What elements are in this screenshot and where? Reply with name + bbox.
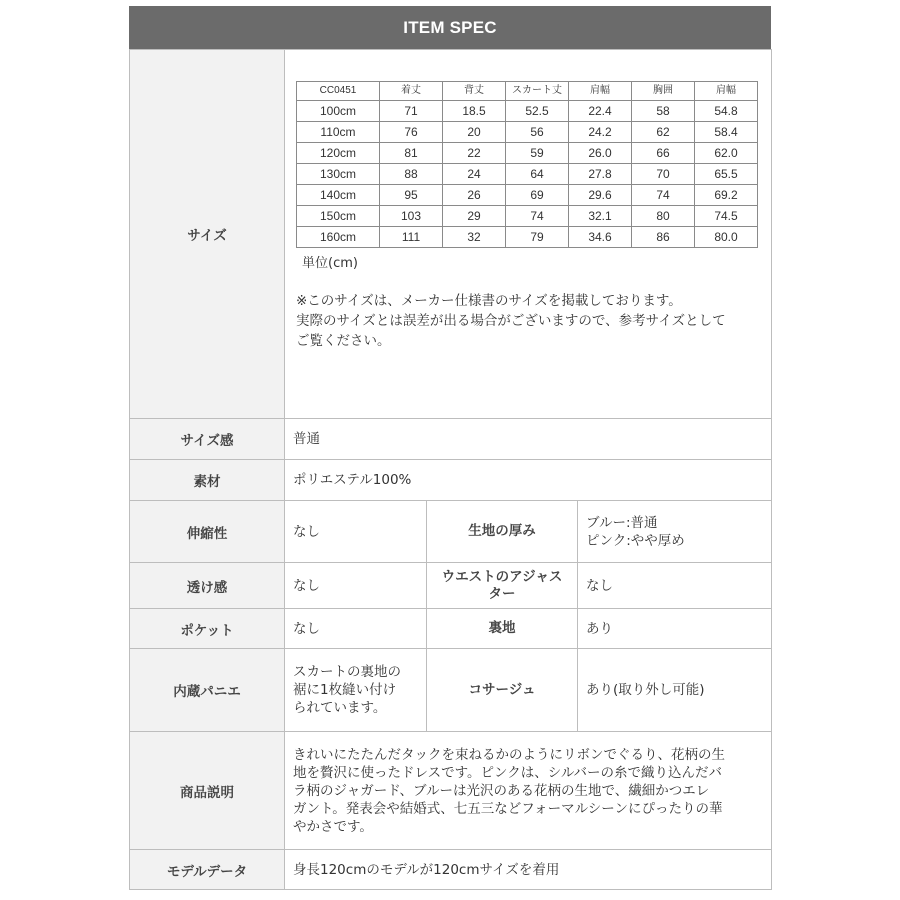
stretch-value: なし: [285, 501, 427, 563]
stretch-label: 伸縮性: [130, 501, 285, 563]
size-chart-cell: 86: [632, 227, 695, 248]
size-unit: 単位(cm): [302, 256, 358, 271]
item-spec-title: ITEM SPEC: [129, 6, 771, 49]
size-chart-cell: 24: [443, 164, 506, 185]
size-chart-cell: 160cm: [297, 227, 380, 248]
description-line: 地を贅沢に使ったドレスです。ピンクは、シルバーの糸で織り込んだバ: [293, 764, 722, 781]
size-chart-cell: 18.5: [443, 101, 506, 122]
size-chart-cell: 120cm: [297, 143, 380, 164]
stretch-row: [130, 501, 772, 563]
size-chart-cell: 62: [632, 122, 695, 143]
size-chart-header: 着丈: [380, 82, 443, 101]
pannier-label: 内蔵パニエ: [130, 649, 285, 732]
size-chart-cell: 95: [380, 185, 443, 206]
size-chart-header: 胸囲: [632, 82, 695, 101]
size-chart-cell: 56: [506, 122, 569, 143]
thickness-value: [578, 501, 772, 563]
size-chart-cell: 59: [506, 143, 569, 164]
size-chart-header: CC0451: [297, 82, 380, 101]
size-chart-cell: 22: [443, 143, 506, 164]
description-row: [130, 732, 772, 850]
corsage-label: コサージュ: [427, 649, 578, 732]
size-chart-cell: 150cm: [297, 206, 380, 227]
sheer-value: なし: [285, 563, 427, 609]
size-content: [285, 50, 772, 419]
fit-row: [130, 419, 772, 460]
size-chart-cell: 24.2: [569, 122, 632, 143]
size-chart-cell: 27.8: [569, 164, 632, 185]
size-chart-cell: 52.5: [506, 101, 569, 122]
size-chart-row: [297, 143, 758, 164]
size-chart-cell: 69.2: [695, 185, 758, 206]
size-chart-cell: 22.4: [569, 101, 632, 122]
model-row: [130, 850, 772, 890]
size-chart-cell: 130cm: [297, 164, 380, 185]
item-spec-panel: [129, 6, 771, 890]
lining-label: 裏地: [427, 609, 578, 649]
size-chart-row: [297, 101, 758, 122]
size-chart-cell: 74: [506, 206, 569, 227]
pannier-row: [130, 649, 772, 732]
size-note-line: 実際のサイズとは誤差が出る場合がございますので、参考サイズとして: [296, 313, 726, 329]
size-chart-cell: 88: [380, 164, 443, 185]
model-label: モデルデータ: [130, 850, 285, 890]
size-chart-header: スカート丈: [506, 82, 569, 101]
description-line: きれいにたたんだタックを束ねるかのようにリボンでぐるり、花柄の生: [293, 746, 725, 763]
size-chart-cell: 100cm: [297, 101, 380, 122]
description-value: [285, 732, 772, 850]
size-chart-cell: 70: [632, 164, 695, 185]
size-chart-table: [296, 81, 758, 248]
size-chart-row: [297, 164, 758, 185]
size-chart-cell: 80: [632, 206, 695, 227]
size-chart-cell: 54.8: [695, 101, 758, 122]
size-chart-cell: 71: [380, 101, 443, 122]
material-value: ポリエステル100%: [285, 460, 772, 501]
size-note-line: ご覧ください。: [296, 333, 391, 349]
size-chart-cell: 66: [632, 143, 695, 164]
size-chart-cell: 29.6: [569, 185, 632, 206]
material-label: 素材: [130, 460, 285, 501]
thickness-value-line: ピンク:やや厚め: [586, 532, 685, 549]
size-chart-cell: 74.5: [695, 206, 758, 227]
description-line: やかさです。: [293, 818, 373, 835]
size-note-line: ※このサイズは、メーカー仕様書のサイズを掲載しております。: [296, 293, 682, 309]
size-chart-cell: 140cm: [297, 185, 380, 206]
model-value: 身長120cmのモデルが120cmサイズを着用: [285, 850, 772, 890]
size-chart-cell: 65.5: [695, 164, 758, 185]
size-label: サイズ: [130, 50, 285, 419]
size-chart-cell: 81: [380, 143, 443, 164]
sheer-row: [130, 563, 772, 609]
size-chart-cell: 79: [506, 227, 569, 248]
size-chart-cell: 69: [506, 185, 569, 206]
lining-value: あり: [578, 609, 772, 649]
sheer-label: 透け感: [130, 563, 285, 609]
pocket-label: ポケット: [130, 609, 285, 649]
size-chart-cell: 64: [506, 164, 569, 185]
size-row: [130, 50, 772, 419]
waist-adjuster-value: なし: [578, 563, 772, 609]
size-chart-cell: 110cm: [297, 122, 380, 143]
waist-adjuster-label-line: ウエストのアジャス: [441, 568, 563, 585]
size-chart-cell: 74: [632, 185, 695, 206]
size-chart-row: [297, 206, 758, 227]
thickness-value-line: ブルー:普通: [586, 514, 658, 531]
size-chart-cell: 20: [443, 122, 506, 143]
size-chart-cell: 26.0: [569, 143, 632, 164]
size-chart-header: 肩幅: [695, 82, 758, 101]
size-chart-row: [297, 122, 758, 143]
description-line: ガント。発表会や結婚式、七五三などフォーマルシーンにぴったりの華: [293, 800, 723, 817]
size-chart-header: 肩幅: [569, 82, 632, 101]
pocket-value: なし: [285, 609, 427, 649]
size-chart-row: [297, 227, 758, 248]
size-chart-cell: 62.0: [695, 143, 758, 164]
pocket-row: [130, 609, 772, 649]
pannier-value-line: スカートの裏地の: [293, 664, 401, 680]
pannier-value-line: 裾に1枚縫い付け: [293, 682, 397, 698]
material-row: [130, 460, 772, 501]
size-chart-header-row: [297, 82, 758, 101]
description-line: ラ柄のジャガード、ブルーは光沢のある花柄の生地で、繊細かつエレ: [293, 782, 710, 799]
fit-label: サイズ感: [130, 419, 285, 460]
size-chart-header: 背丈: [443, 82, 506, 101]
size-chart-row: [297, 185, 758, 206]
corsage-value: あり(取り外し可能): [578, 649, 772, 732]
size-chart-cell: 80.0: [695, 227, 758, 248]
pannier-value-line: られています。: [293, 700, 387, 716]
waist-adjuster-label-line: ター: [488, 585, 516, 602]
pannier-value: [285, 649, 427, 732]
size-chart-cell: 32.1: [569, 206, 632, 227]
size-chart-cell: 103: [380, 206, 443, 227]
fit-value: 普通: [285, 419, 772, 460]
description-label: 商品説明: [130, 732, 285, 850]
size-chart-cell: 26: [443, 185, 506, 206]
size-chart-cell: 76: [380, 122, 443, 143]
size-note: [296, 291, 771, 351]
size-chart-cell: 32: [443, 227, 506, 248]
thickness-label: 生地の厚み: [427, 501, 578, 563]
size-chart-cell: 58.4: [695, 122, 758, 143]
size-chart-cell: 34.6: [569, 227, 632, 248]
size-chart-cell: 29: [443, 206, 506, 227]
spec-table: [129, 49, 772, 890]
size-chart-cell: 58: [632, 101, 695, 122]
size-chart-cell: 111: [380, 227, 443, 248]
waist-adjuster-label: [427, 563, 578, 609]
